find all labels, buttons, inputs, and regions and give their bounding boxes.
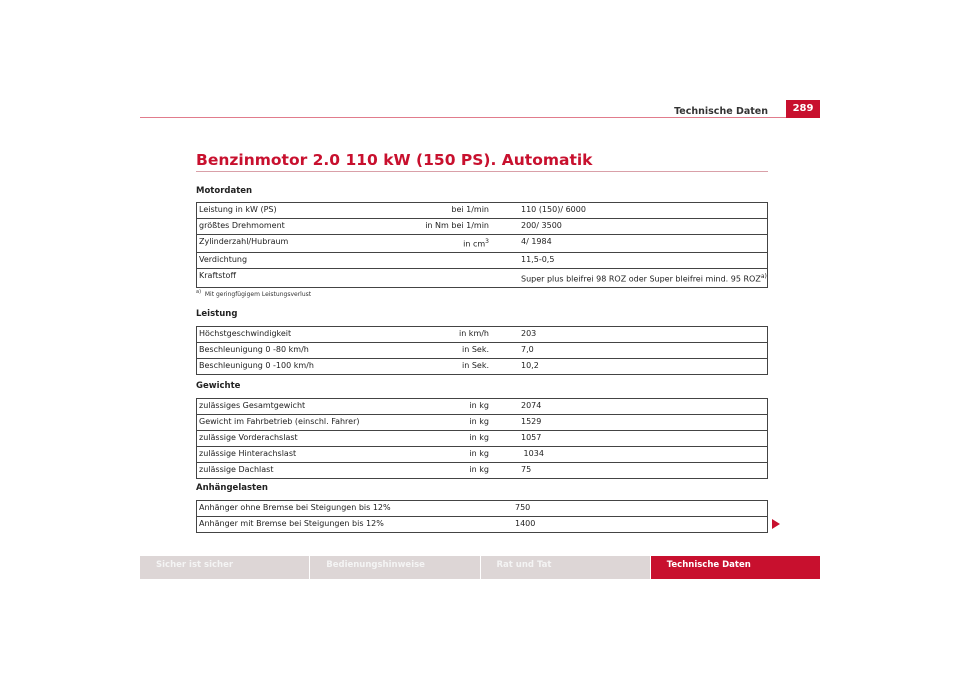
table-row — [197, 447, 768, 463]
row-unit — [381, 235, 493, 253]
row-label: zulässige Dachlast — [197, 463, 382, 479]
header-divider — [140, 117, 820, 118]
row-label: Leistung in kW (PS) — [197, 203, 382, 219]
page-number: 289 — [786, 100, 820, 118]
row-value: 203 — [493, 327, 768, 343]
table-row — [197, 517, 768, 533]
table-row — [197, 399, 768, 415]
table-row — [197, 343, 768, 359]
anhaengelasten-table — [196, 500, 768, 533]
motordaten-table — [196, 202, 768, 288]
row-label: zulässige Vorderachslast — [197, 431, 382, 447]
row-value: 1400 — [487, 517, 768, 533]
row-label: Verdichtung — [197, 253, 382, 269]
row-value: 1034 — [493, 447, 768, 463]
row-label: zulässiges Gesamtgewicht — [197, 399, 382, 415]
footnote-ref: a) — [760, 273, 767, 281]
row-value: 11,5-0,5 — [493, 253, 768, 269]
row-unit: in Sek. — [381, 343, 493, 359]
row-value: 200/ 3500 — [493, 219, 768, 235]
row-unit: in kg — [381, 447, 493, 463]
row-unit: bei 1/min — [381, 203, 493, 219]
row-unit: in kg — [381, 399, 493, 415]
row-label: Zylinderzahl/Hubraum — [197, 235, 382, 253]
footer-tab-rat-und-tat[interactable]: Rat und Tat — [481, 556, 650, 579]
table-row — [197, 253, 768, 269]
row-value: 1529 — [493, 415, 768, 431]
row-value — [493, 269, 768, 288]
row-label: Kraftstoff — [197, 269, 382, 288]
footnote-mark: a) — [196, 289, 202, 295]
row-unit: in kg — [381, 431, 493, 447]
row-value: 7,0 — [493, 343, 768, 359]
row-value: 110 (150)/ 6000 — [493, 203, 768, 219]
row-value: 750 — [487, 501, 768, 517]
row-unit — [381, 253, 493, 269]
row-unit: in Nm bei 1/min — [381, 219, 493, 235]
table-row — [197, 269, 768, 288]
table-row — [197, 219, 768, 235]
footer-tab-bedienungshinweise[interactable]: Bedienungshinweise — [310, 556, 479, 579]
footer-nav — [140, 556, 820, 579]
gewichte-table — [196, 398, 768, 479]
unit-superscript: 3 — [485, 238, 489, 246]
table-row — [197, 235, 768, 253]
row-label: Anhänger ohne Bremse bei Steigungen bis 12% — [197, 501, 488, 517]
table-row — [197, 501, 768, 517]
footnote-text: Mit geringfügigem Leistungsverlust — [204, 291, 312, 298]
footer-tab-sicher-ist-sicher[interactable]: Sicher ist sicher — [140, 556, 309, 579]
leistung-table — [196, 326, 768, 375]
row-value: 75 — [493, 463, 768, 479]
unit-text: in cm — [463, 240, 486, 249]
section-heading-gewichte: Gewichte — [196, 381, 241, 391]
row-label: zulässige Hinterachslast — [197, 447, 382, 463]
header-title: Technische Daten — [674, 106, 768, 117]
title-divider — [196, 171, 768, 172]
row-unit: in Sek. — [381, 359, 493, 375]
row-value: 4/ 1984 — [493, 235, 768, 253]
section-heading-anhaengelasten: Anhängelasten — [196, 483, 268, 493]
row-label: Gewicht im Fahrbetrieb (einschl. Fahrer) — [197, 415, 382, 431]
row-label: Anhänger mit Bremse bei Steigungen bis 12% — [197, 517, 488, 533]
row-value: 1057 — [493, 431, 768, 447]
section-heading-motordaten: Motordaten — [196, 186, 253, 196]
table-row — [197, 327, 768, 343]
row-label: Beschleunigung 0 -100 km/h — [197, 359, 382, 375]
page-title: Benzinmotor 2.0 110 kW (150 PS). Automatik — [196, 151, 593, 169]
table-row — [197, 463, 768, 479]
table-row — [197, 431, 768, 447]
row-value: 2074 — [493, 399, 768, 415]
table-row — [197, 415, 768, 431]
row-label: Beschleunigung 0 -80 km/h — [197, 343, 382, 359]
table-row — [197, 203, 768, 219]
value-text: Super plus bleifrei 98 ROZ oder Super bleifrei mind. 95 ROZ — [521, 275, 761, 284]
row-unit: in km/h — [381, 327, 493, 343]
row-unit: in kg — [381, 415, 493, 431]
row-label: größtes Drehmoment — [197, 219, 382, 235]
row-unit: in kg — [381, 463, 493, 479]
footnote — [196, 289, 311, 298]
table-row — [197, 359, 768, 375]
section-heading-leistung: Leistung — [196, 309, 238, 319]
row-value: 10,2 — [493, 359, 768, 375]
row-unit — [381, 269, 493, 288]
next-page-arrow-icon[interactable] — [772, 519, 780, 529]
footer-tab-technische-daten[interactable]: Technische Daten — [651, 556, 820, 579]
row-label: Höchstgeschwindigkeit — [197, 327, 382, 343]
